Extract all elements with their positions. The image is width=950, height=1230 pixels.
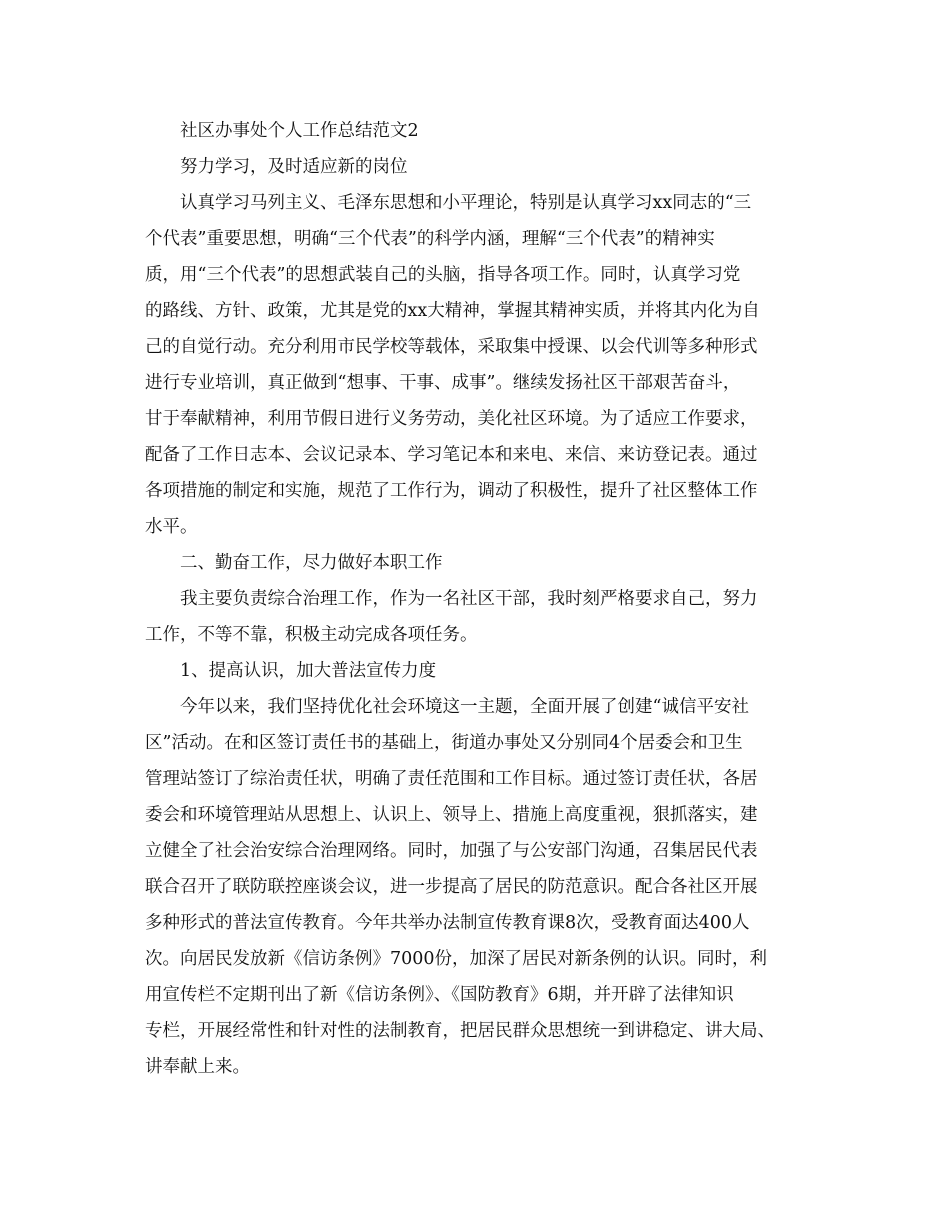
paragraph-line: 工作，不等不靠，积极主动完成各项任务。 [145, 625, 478, 645]
paragraph-line: 次。向居民发放新《信访条例》7000份，加深了居民对新条例的认识。同时，利 [145, 949, 768, 969]
paragraph-line: 质，用“三个代表”的思想武装自己的头脑，指导各项工作。同时，认真学习党 [145, 265, 741, 285]
paragraph-line: 我主要负责综合治理工作，作为一名社区干部，我时刻严格要求自己，努力 [180, 589, 758, 609]
paragraph-line: 联合召开了联防联控座谈会议，进一步提高了居民的防范意识。配合各社区开展 [145, 877, 758, 897]
paragraph-work [145, 581, 810, 653]
paragraph-line: 委会和环境管理站从思想上、认识上、领导上、措施上高度重视，狠抓落实，建 [145, 805, 758, 825]
paragraph-line: 进行专业培训，真正做到“想事、干事、成事”。继续发扬社区干部艰苦奋斗， [145, 373, 741, 393]
section-heading-work: 二、勤奋工作，尽力做好本职工作 [180, 553, 443, 573]
paragraph-line: 今年以来，我们坚持优化社会环境这一主题，全面开展了创建“诚信平安社 [180, 697, 749, 717]
paragraph-line: 讲奉献上来。 [145, 1057, 250, 1077]
section-heading-study: 努力学习，及时适应新的岗位 [180, 157, 408, 177]
paragraph-line: 各项措施的制定和实施，规范了工作行为，调动了积极性，提升了社区整体工作 [145, 481, 758, 501]
paragraph-line: 配备了工作日志本、会议记录本、学习笔记本和来电、来信、来访登记表。通过 [145, 445, 758, 465]
paragraph-line: 多种形式的普法宣传教育。今年共举办法制宣传教育课8次，受教育面达400人 [145, 913, 750, 933]
paragraph-line: 管理站签订了综治责任状，明确了责任范围和工作目标。通过签订责任状，各居 [145, 769, 758, 789]
paragraph-line: 专栏，开展经常性和针对性的法制教育，把居民群众思想统一到讲稳定、讲大局、 [145, 1021, 775, 1041]
paragraph-line: 水平。 [145, 517, 198, 537]
paragraph-line: 用宣传栏不定期刊出了新《信访条例》、《国防教育》6期，并开辟了法律知识 [145, 985, 734, 1005]
paragraph-line: 甘于奉献精神，利用节假日进行义务劳动，美化社区环境。为了适应工作要求， [145, 409, 758, 429]
paragraph-line: 区”活动。在和区签订责任书的基础上，街道办事处又分别同4个居委会和卫生 [145, 733, 743, 753]
paragraph-line: 认真学习马列主义、毛泽东思想和小平理论，特别是认真学习xx同志的“三 [180, 193, 752, 213]
paragraph-line: 己的自觉行动。充分利用市民学校等载体，采取集中授课、以会代训等多种形式 [145, 337, 758, 357]
paragraph-line: 的路线、方针、政策，尤其是党的xx大精神，掌握其精神实质，并将其内化为自 [145, 301, 760, 321]
paragraph-awareness [145, 689, 810, 1085]
document-page [145, 113, 810, 1085]
paragraph-line: 个代表”重要思想，明确“三个代表”的科学内涵，理解“三个代表”的精神实 [145, 229, 715, 249]
subsection-heading-awareness: 1、提高认识，加大普法宣传力度 [180, 661, 437, 681]
document-title: 社区办事处个人工作总结范文2 [180, 121, 419, 141]
paragraph-study [145, 185, 810, 545]
paragraph-line: 立健全了社会治安综合治理网络。同时，加强了与公安部门沟通，召集居民代表 [145, 841, 758, 861]
